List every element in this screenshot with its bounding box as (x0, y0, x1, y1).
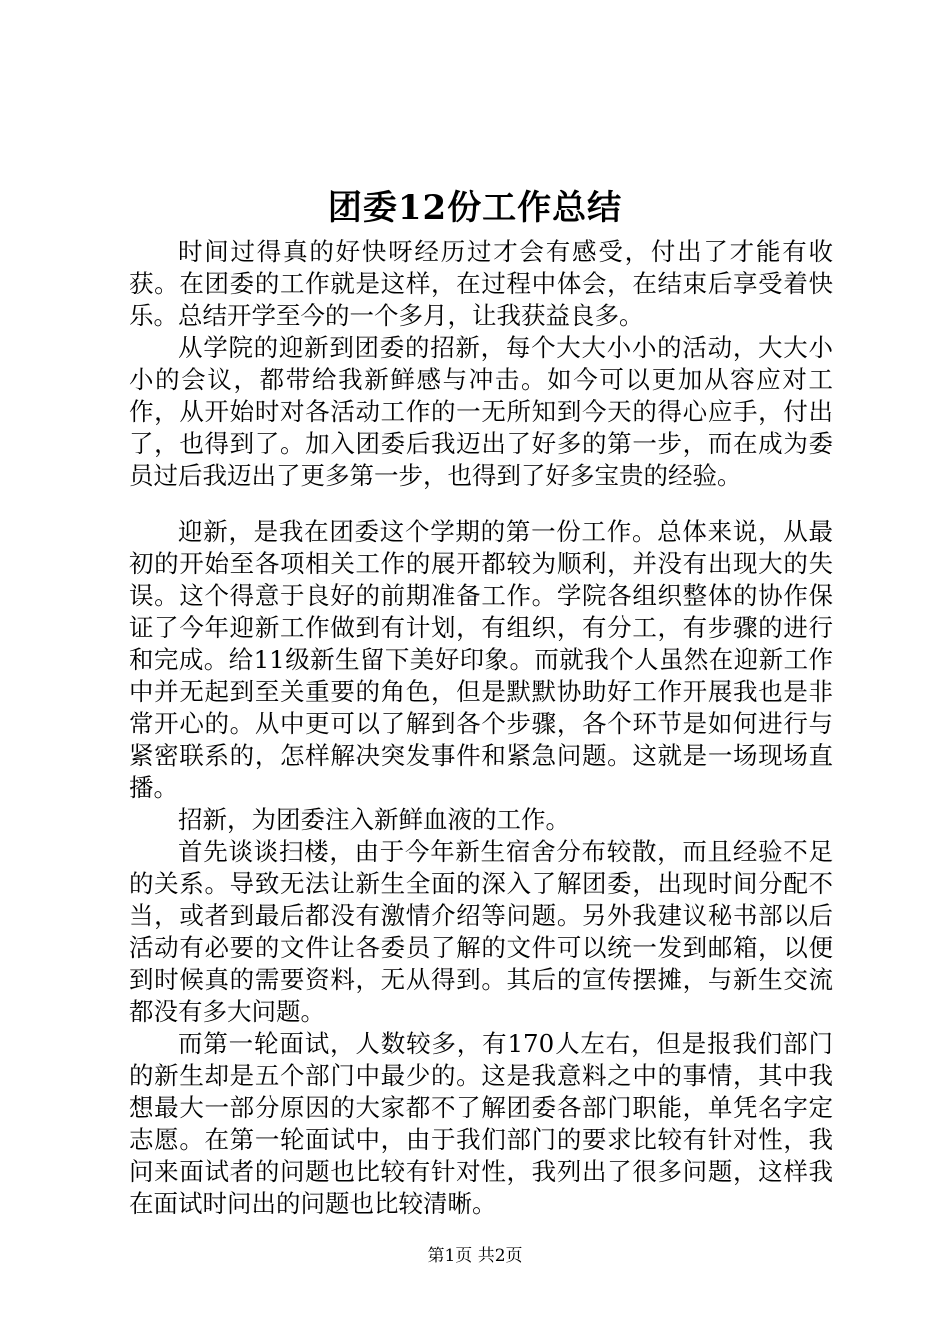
document-body (129, 236, 833, 1220)
page-footer: 第1页 共2页 (427, 1246, 523, 1266)
paragraph: 时间过得真的好快呀经历过才会有感受，付出了才能有收获。在团委的工作就是这样，在过程中体会，在结束后享受着快乐。总结开学至今的一个多月，让我获益良多。 (129, 237, 833, 330)
document-title: 团委12份工作总结 (327, 188, 623, 228)
paragraph: 迎新，是我在团委这个学期的第一份工作。总体来说，从最初的开始至各项相关工作的展开都较为顺利，并没有出现大的失误。这个得意于良好的前期准备工作。学院各组织整体的协作保证了今年迎新工作做到有计划，有组织，有分工，有步骤的进行和完成。给11级新生留下美好印象。而就我个人虽然在迎新工作中并无起到至关重要的角色，但是默默协助好工作开展我也是非常开心的。从中更可以了解到各个步骤，各个环节是如何进行与紧密联系的，怎样解决突发事件和紧急问题。这就是一场现场直播。 (129, 517, 833, 802)
paragraph: 招新，为团委注入新鲜血液的工作。 (178, 805, 570, 834)
paragraph: 而第一轮面试，人数较多，有170人左右，但是报我们部门的新生却是五个部门中最少的。这是我意料之中的事情，其中我想最大一部分原因的大家都不了解团委各部门职能，单凭名字定志愿。在第一轮面试中，由于我们部门的要求比较有针对性，我问来面试者的问题也比较有针对性，我列出了很多问题，这样我在面试时问出的问题也比较清晰。 (129, 1029, 833, 1218)
paragraph-spacer (129, 492, 833, 516)
paragraph: 首先谈谈扫楼，由于今年新生宿舍分布较散，而且经验不足的关系。导致无法让新生全面的深入了解团委，出现时间分配不当，或者到最后都没有激情介绍等问题。另外我建议秘书部以后活动有必要的文件让各委员了解的文件可以统一发到邮箱，以便到时候真的需要资料，无从得到。其后的宣传摆摊，与新生交流都没有多大问题。 (129, 837, 833, 1026)
paragraph: 从学院的迎新到团委的招新，每个大大小小的活动，大大小小的会议，都带给我新鲜感与冲击。如今可以更加从容应对工作，从开始时对各活动工作的一无所知到今天的得心应手，付出了，也得到了。加入团委后我迈出了好多的第一步，而在成为委员过后我迈出了更多第一步，也得到了好多宝贵的经验。 (129, 333, 833, 490)
